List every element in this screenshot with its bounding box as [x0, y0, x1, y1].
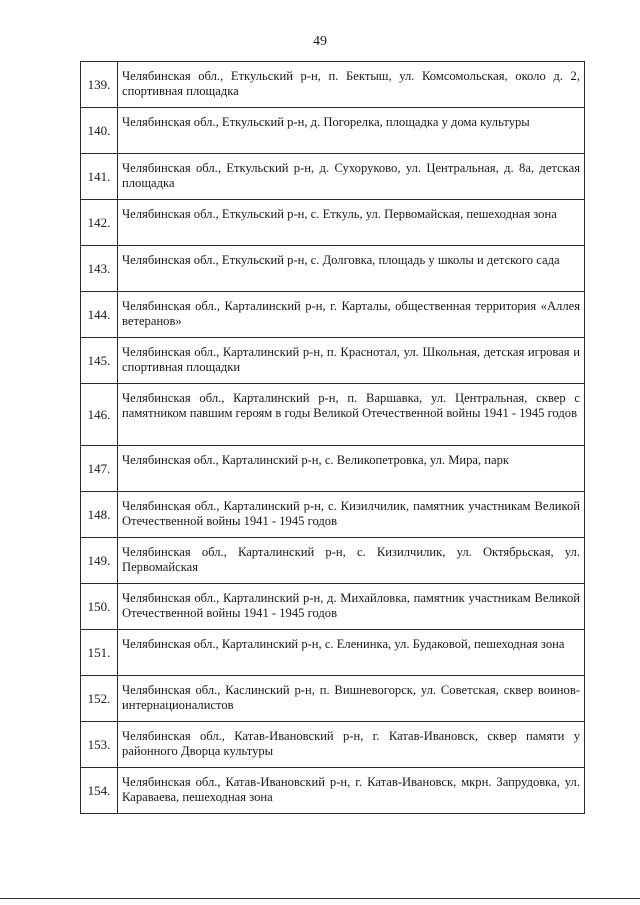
table-row	[81, 584, 585, 630]
table-row	[81, 338, 585, 384]
row-number: 145.	[81, 338, 118, 384]
row-number: 149.	[81, 538, 118, 584]
row-address: Челябинская обл., Карталинский р-н, п. Краснотал, ул. Школьная, детская игровая и спортивная площадки	[118, 338, 585, 384]
row-number: 146.	[81, 384, 118, 446]
table-row	[81, 538, 585, 584]
row-number: 150.	[81, 584, 118, 630]
row-number: 147.	[81, 446, 118, 492]
page-number: 49	[313, 34, 327, 49]
row-address: Челябинская обл., Карталинский р-н, с. Великопетровка, ул. Мира, парк	[118, 446, 585, 492]
row-number: 144.	[81, 292, 118, 338]
table-row	[81, 676, 585, 722]
row-address: Челябинская обл., Карталинский р-н, д. Михайловка, памятник участникам Великой Отечественной войны 1941 - 1945 годов	[118, 584, 585, 630]
table-row	[81, 62, 585, 108]
row-address: Челябинская обл., Еткульский р-н, д. Сухоруково, ул. Центральная, д. 8а, детская площадка	[118, 154, 585, 200]
table-row	[81, 722, 585, 768]
row-address: Челябинская обл., Еткульский р-н, д. Погорелка, площадка у дома культуры	[118, 108, 585, 154]
row-number: 142.	[81, 200, 118, 246]
row-address: Челябинская обл., Катав-Ивановский р-н, г. Катав-Ивановск, сквер памяти у районного Дворца культуры	[118, 722, 585, 768]
row-address: Челябинская обл., Карталинский р-н, г. Карталы, общественная территория «Аллея ветеранов»	[118, 292, 585, 338]
row-number: 154.	[81, 768, 118, 814]
row-number: 143.	[81, 246, 118, 292]
row-address: Челябинская обл., Карталинский р-н, с. Кизилчилик, памятник участникам Великой Отечественной войны 1941 - 1945 годов	[118, 492, 585, 538]
address-table	[80, 61, 585, 814]
table-row	[81, 446, 585, 492]
row-number: 148.	[81, 492, 118, 538]
table-row	[81, 108, 585, 154]
row-address: Челябинская обл., Карталинский р-н, с. Кизилчилик, ул. Октябрьская, ул. Первомайская	[118, 538, 585, 584]
table-row	[81, 768, 585, 814]
address-table-body	[81, 62, 585, 814]
row-address: Челябинская обл., Каслинский р-н, п. Вишневогорск, ул. Советская, сквер воинов-интернационалистов	[118, 676, 585, 722]
table-row	[81, 630, 585, 676]
row-number: 151.	[81, 630, 118, 676]
row-address: Челябинская обл., Еткульский р-н, п. Бектыш, ул. Комсомольская, около д. 2, спортивная площадка	[118, 62, 585, 108]
row-address: Челябинская обл., Карталинский р-н, с. Еленинка, ул. Будаковой, пешеходная зона	[118, 630, 585, 676]
row-number: 141.	[81, 154, 118, 200]
table-row	[81, 292, 585, 338]
row-address: Челябинская обл., Еткульский р-н, с. Еткуль, ул. Первомайская, пешеходная зона	[118, 200, 585, 246]
row-number: 152.	[81, 676, 118, 722]
footer-divider	[0, 898, 640, 899]
table-row	[81, 492, 585, 538]
table-row	[81, 154, 585, 200]
row-number: 140.	[81, 108, 118, 154]
table-row	[81, 200, 585, 246]
table-row	[81, 384, 585, 446]
table-row	[81, 246, 585, 292]
row-number: 153.	[81, 722, 118, 768]
row-address: Челябинская обл., Катав-Ивановский р-н, г. Катав-Ивановск, мкрн. Запрудовка, ул. Караваева, пешеходная зона	[118, 768, 585, 814]
row-address: Челябинская обл., Еткульский р-н, с. Долговка, площадь у школы и детского сада	[118, 246, 585, 292]
row-address: Челябинская обл., Карталинский р-н, п. Варшавка, ул. Центральная, сквер с памятником павшим героям в годы Великой Отечественной войны 1941 - 1945 годов	[118, 384, 585, 446]
row-number: 139.	[81, 62, 118, 108]
